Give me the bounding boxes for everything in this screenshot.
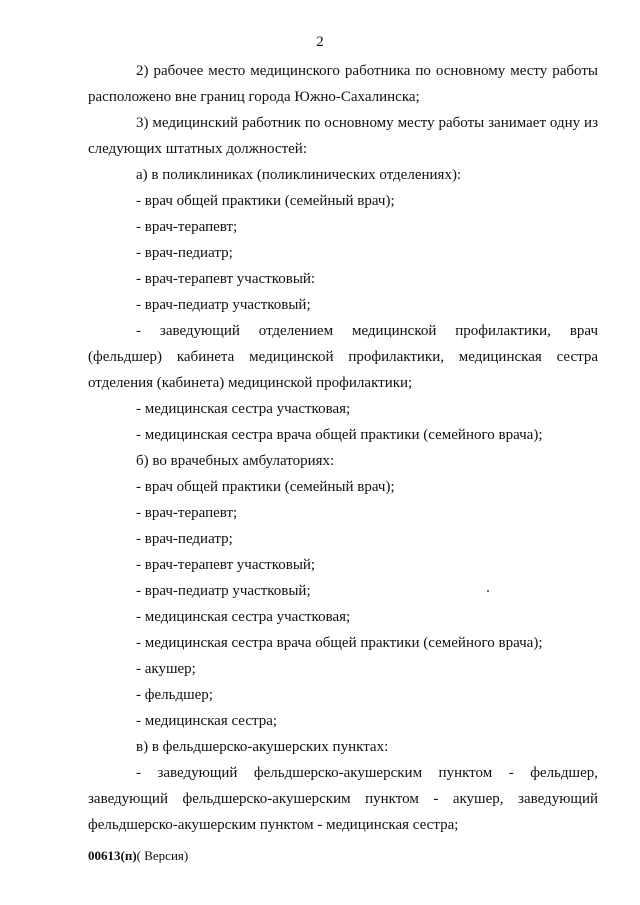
document-version: ( Версия) (136, 848, 189, 863)
list-item: - врач общей практики (семейный врач); (136, 193, 395, 209)
list-item: - заведующий фельдшерско-акушерским пунктом - фельдшер, заведующий фельдшерско-акушерским пунктом - акушер, заведующий фельдшерско-акушерским пунктом - медицинская сестра; (88, 765, 598, 833)
list-item: - врач-педиатр; (136, 531, 233, 547)
list-item: - врач-педиатр участковый; (136, 297, 311, 313)
paragraph: в) в фельдшерско-акушерских пунктах: (136, 739, 389, 755)
list-item: - медицинская сестра врача общей практики (семейного врача); (136, 427, 543, 443)
document-code: 00613(п) (88, 848, 137, 863)
page-number: 2 (316, 34, 324, 50)
list-item: - врач-педиатр; (136, 245, 233, 261)
list-item: - врач-терапевт участковый: (136, 271, 316, 287)
list-item: - врач общей практики (семейный врач); (136, 479, 395, 495)
list-item: - фельдшер; (136, 687, 213, 703)
list-item: - заведующий отделением медицинской профилактики, врач (фельдшер) кабинета медицинской профилактики, медицинская сестра отделения (кабинета) медицинской профилактики; (88, 323, 598, 391)
list-item: - врач-терапевт; (136, 505, 238, 521)
list-item: - акушер; (136, 661, 196, 677)
list-item: - медицинская сестра участковая; (136, 609, 351, 625)
paragraph: б) во врачебных амбулаториях: (136, 453, 335, 469)
list-item: - врач-терапевт участковый; (136, 557, 316, 573)
paragraph: а) в поликлиниках (поликлинических отделениях): (136, 167, 462, 183)
list-item: - медицинская сестра врача общей практики (семейного врача); (136, 635, 543, 651)
scan-speck (487, 590, 489, 592)
list-item: - медицинская сестра участковая; (136, 401, 351, 417)
paragraph: 3) медицинский работник по основному месту работы занимает одну из следующих штатных должностей: (88, 115, 598, 157)
footer (88, 848, 188, 864)
document-body (88, 58, 598, 838)
list-item: - медицинская сестра; (136, 713, 278, 729)
list-item: - врач-терапевт; (136, 219, 238, 235)
list-item: - врач-педиатр участковый; (136, 583, 311, 599)
paragraph: 2) рабочее место медицинского работника по основному месту работы расположено вне границ города Южно-Сахалинска; (88, 63, 598, 105)
